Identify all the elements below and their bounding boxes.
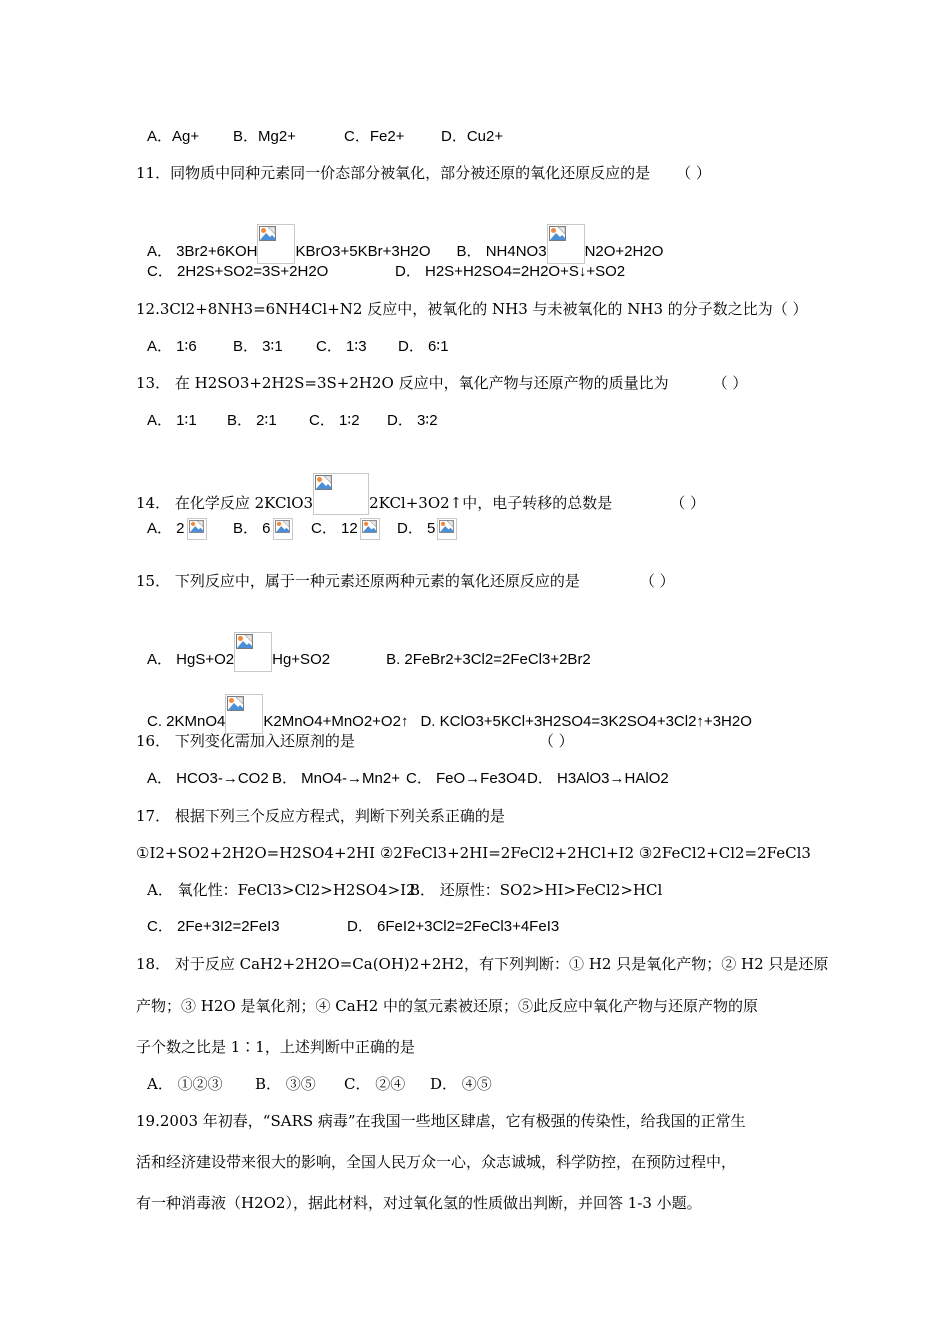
q16-stem: 16． 下列变化需加入还原剂的是 xyxy=(136,732,355,750)
q17-ab-line xyxy=(147,880,662,900)
q15-option-d: D. KClO3+5KCl+3H2SO4=3K2SO4+3Cl2↑+3H2O xyxy=(420,713,752,730)
q16-option-d: D． H3AlO3→HAlO2 xyxy=(527,770,669,787)
q14-option-b: B． 6 xyxy=(233,520,271,537)
broken-image-icon xyxy=(437,518,457,540)
q17-option-a: A． 氧化性：FeCl3>Cl2>H2SO4>I2 xyxy=(147,881,416,899)
q14-stem-line xyxy=(136,473,705,513)
q17-reactions: ①I2+SO2+2H2O=H2SO4+2HI ②2FeCl3+2HI=2FeCl2+2HCl+I2 ③2FeCl2+Cl2=2FeCl3 xyxy=(136,844,811,862)
broken-image-icon xyxy=(313,473,369,515)
q13-stem-line xyxy=(136,373,747,393)
q13-stem: 13． 在 H2SO3+2H2S=3S+2H2O 反应中，氧化产物与还原产物的质量比为 xyxy=(136,374,669,392)
q18-options xyxy=(147,1074,492,1094)
q12-option-a: A． 1∶6 xyxy=(147,338,197,355)
broken-image-icon xyxy=(257,224,295,264)
q19-line-3: 有一种消毒液（H2O2），据此材料，对过氧化氢的性质做出判断，并回答 1-3 小题。 xyxy=(136,1194,702,1212)
q11-stem-line xyxy=(136,163,711,183)
q11-b-right: N2O+2H2O xyxy=(584,243,664,260)
q15-cd-line xyxy=(147,694,752,732)
q14-stem-left: 14． 在化学反应 2KClO3 xyxy=(136,494,314,512)
q15-ab-line xyxy=(147,632,591,670)
q17-stem: 17． 根据下列三个反应方程式，判断下列关系正确的是 xyxy=(136,807,505,825)
q17-cd-line xyxy=(147,917,559,937)
q15-a-left: A． HgS+O2 xyxy=(147,651,235,668)
broken-image-icon xyxy=(273,518,293,540)
q15-a-right: Hg+SO2 xyxy=(272,651,331,668)
q15-stem-line xyxy=(136,571,675,591)
q13-option-b: B． 2∶1 xyxy=(227,412,277,429)
q11-option-d: D． H2S+H2SO4=2H2O+S↓+SO2 xyxy=(395,263,626,280)
q12-option-c: C． 1∶3 xyxy=(316,338,367,355)
q16-stem-line xyxy=(136,731,574,751)
q18-option-c: C． ②④ xyxy=(344,1075,406,1093)
q10-option-b: B．Mg2+ xyxy=(233,128,296,145)
q12-option-b: B． 3∶1 xyxy=(233,338,283,355)
q13-paren: （ ） xyxy=(712,374,748,392)
q18-line-1: 18． 对于反应 CaH2+2H2O=Ca(OH)2+2H2，有下列判断：① H2 只是氧化产物；② H2 只是还原 xyxy=(136,955,829,973)
q18-option-a: A． ①②③ xyxy=(147,1075,223,1093)
q18-line-2: 产物；③ H2O 是氧化剂；④ CaH2 中的氢元素被还原；⑤此反应中氧化产物与还原产物的原 xyxy=(136,997,759,1015)
q11-a-left: A． 3Br2+6KOH xyxy=(147,243,258,260)
q10-options xyxy=(147,127,503,147)
q10-option-a: A．Ag+ xyxy=(147,128,200,145)
q15-c-left: C. 2KMnO4 xyxy=(147,713,226,730)
broken-image-icon xyxy=(547,224,585,264)
q13-options xyxy=(147,411,438,431)
q15-paren: （ ） xyxy=(639,572,675,590)
q10-option-d: D．Cu2+ xyxy=(441,128,504,145)
q11-stem: 11．同物质中同种元素同一价态部分被氧化，部分被还原的氧化还原反应的是 xyxy=(136,164,651,182)
q17-option-b: B． 还原性：SO2>HI>FeCl2>HCl xyxy=(409,881,663,899)
q15-c-right: K2MnO4+MnO2+O2↑ xyxy=(263,713,409,730)
q12-stem: 12.3Cl2+8NH3=6NH4Cl+N2 反应中，被氧化的 NH3 与未被氧化的 NH3 的分子数之比为（ ） xyxy=(136,300,808,318)
q18-option-b: B． ③⑤ xyxy=(255,1075,316,1093)
q13-option-c: C． 1∶2 xyxy=(309,412,360,429)
q18-option-d: D． ④⑤ xyxy=(430,1075,492,1093)
q11-b-left: B． NH4NO3 xyxy=(456,243,547,260)
q15-stem: 15． 下列反应中，属于一种元素还原两种元素的氧化还原反应的是 xyxy=(136,572,580,590)
broken-image-icon xyxy=(360,518,380,540)
q16-paren: （ ） xyxy=(538,732,574,750)
q14-options xyxy=(147,518,459,539)
broken-image-icon xyxy=(234,632,272,672)
q13-option-d: D． 3∶2 xyxy=(387,412,438,429)
q12-options xyxy=(147,337,449,357)
q13-option-a: A． 1∶1 xyxy=(147,412,197,429)
q16-option-a: A． HCO3-→CO2 xyxy=(147,770,269,787)
q14-option-c: C． 12 xyxy=(311,520,358,537)
q11-paren: （ ） xyxy=(676,164,711,182)
q16-options xyxy=(147,769,669,789)
q16-option-c: C． FeO→Fe3O4 xyxy=(406,770,527,787)
q14-stem-right: 2KCl+3O2↑中，电子转移的总数是 xyxy=(369,494,613,512)
q17-option-c: C． 2Fe+3I2=2FeI3 xyxy=(147,918,280,935)
q10-option-c: C．Fe2+ xyxy=(344,128,405,145)
broken-image-icon xyxy=(187,518,207,540)
q11-option-c: C． 2H2S+SO2=3S+2H2O xyxy=(147,263,329,280)
q14-option-a: A． 2 xyxy=(147,520,185,537)
q12-option-d: D． 6∶1 xyxy=(398,338,449,355)
q17-option-d: D． 6FeI2+3Cl2=2FeCl3+4FeI3 xyxy=(347,918,560,935)
q11-a-right: KBrO3+5KBr+3H2O xyxy=(295,243,431,260)
q14-option-d: D． 5 xyxy=(397,520,436,537)
q14-paren: （ ） xyxy=(670,494,706,512)
q11-ab-line xyxy=(147,224,663,262)
q19-line-1: 19.2003 年初春，“SARS 病毒”在我国一些地区肆虐，它有极强的传染性，给我国的正常生 xyxy=(136,1112,746,1130)
q19-line-2: 活和经济建设带来很大的影响，全国人民万众一心，众志诚城，科学防控，在预防过程中， xyxy=(136,1153,737,1171)
q18-line-3: 子个数之比是 1∶1，上述判断中正确的是 xyxy=(136,1038,415,1056)
broken-image-icon xyxy=(225,694,263,734)
q15-option-b: B. 2FeBr2+3Cl2=2FeCl3+2Br2 xyxy=(386,651,591,668)
q16-option-b: B． MnO4-→Mn2+ xyxy=(272,770,400,787)
q11-cd-line xyxy=(147,262,625,282)
